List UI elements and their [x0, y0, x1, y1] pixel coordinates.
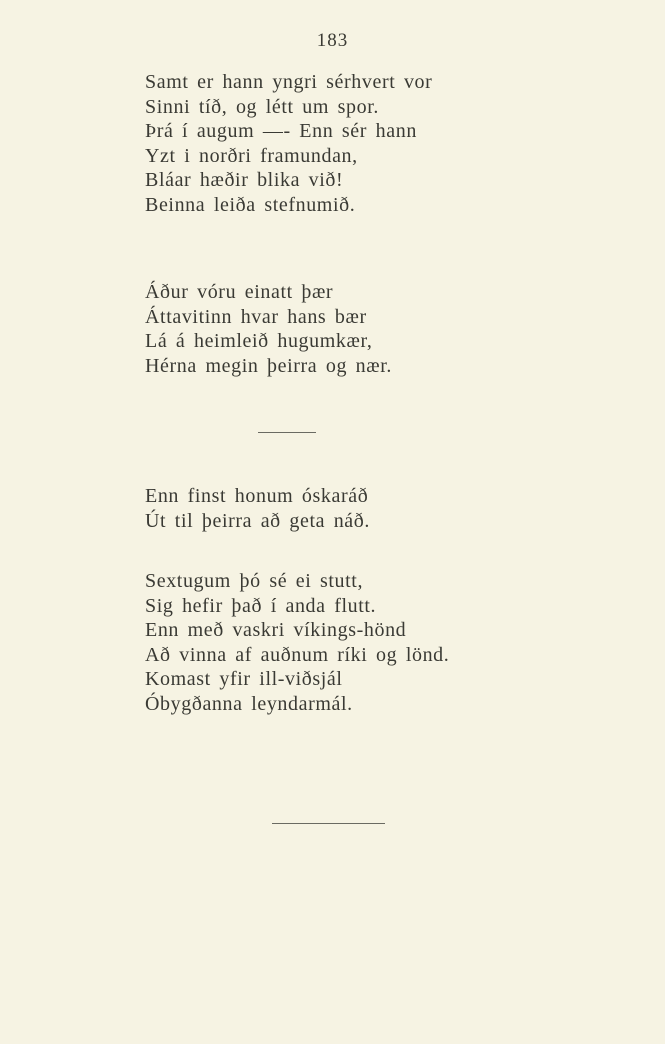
verse-line: Komast yfir ill-viðsjál: [145, 668, 343, 691]
verse-line: Út til þeirra að geta náð.: [145, 509, 370, 532]
verse-line: Áttavitinn hvar hans bær: [145, 305, 367, 328]
stanza-1: [145, 70, 432, 218]
end-divider: [272, 823, 385, 824]
section-divider: [258, 432, 316, 433]
stanza-4: [145, 569, 449, 717]
verse-line: Enn með vaskri víkings-hönd: [145, 619, 407, 642]
verse-line: Lá á heimleið hugumkær,: [145, 330, 373, 353]
verse-line: Þrá í augum —- Enn sér hann: [145, 120, 417, 143]
verse-line: Beinna leiða stefnumið.: [145, 193, 356, 216]
verse-line: Bláar hæðir blika við!: [145, 169, 344, 192]
stanza-3: [145, 484, 370, 533]
verse-line: Yzt i norðri framundan,: [145, 144, 358, 167]
verse-line: Sextugum þó sé ei stutt,: [145, 570, 364, 592]
verse-line: Enn finst honum óskaráð: [145, 485, 369, 507]
verse-line: Áður vóru einatt þær: [145, 281, 334, 303]
verse-line: Samt er hann yngri sérhvert vor: [145, 71, 433, 93]
page-number: 183: [316, 30, 349, 51]
verse-line: Að vinna af auðnum ríki og lönd.: [145, 643, 450, 666]
verse-line: Hérna megin þeirra og nær.: [145, 354, 392, 377]
verse-line: Sig hefir það í anda flutt.: [145, 594, 377, 617]
verse-line: Óbygðanna leyndarmál.: [145, 692, 353, 715]
verse-line: Sinni tíð, og létt um spor.: [145, 95, 379, 118]
stanza-2: [145, 280, 392, 378]
